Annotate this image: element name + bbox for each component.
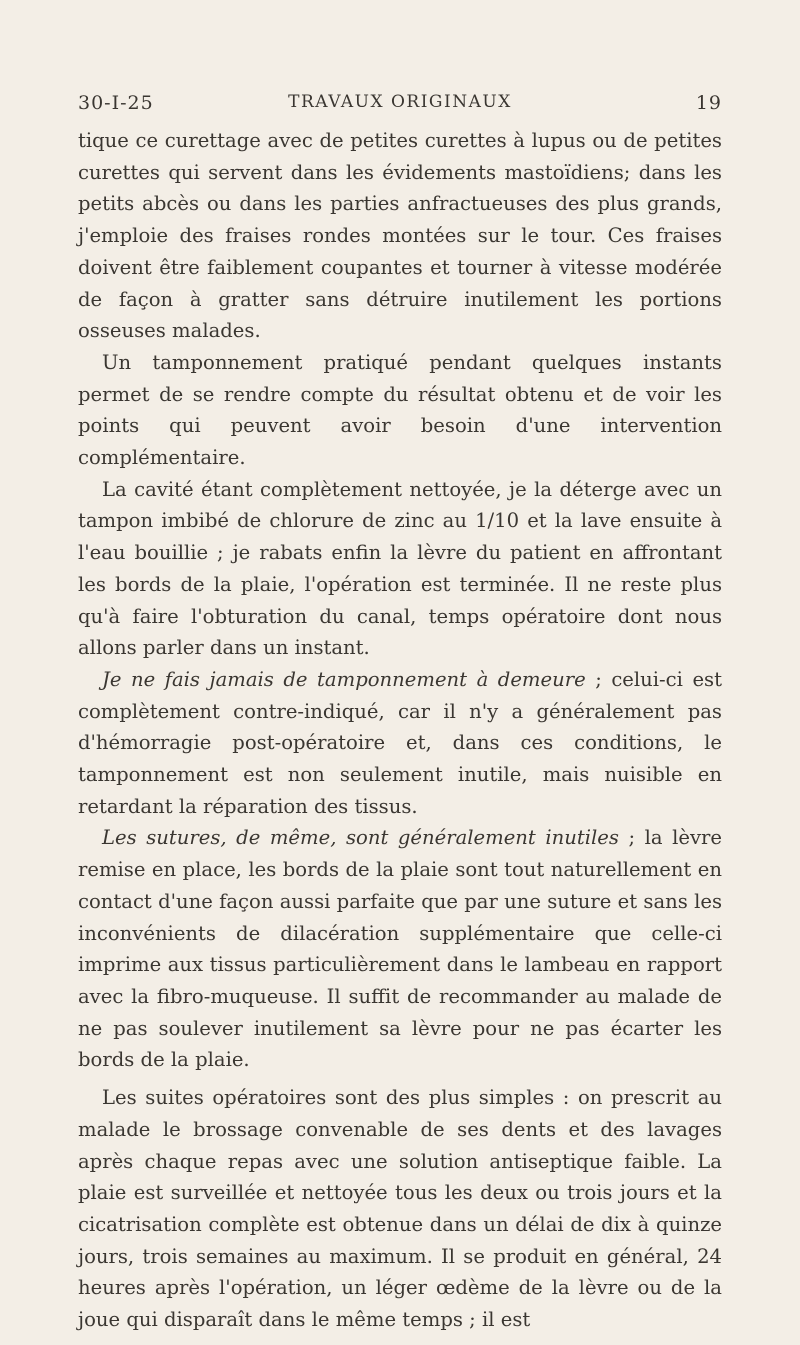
- paragraph-4-text: ; celui-ci est complètement contre-indiqué, car il n'y a généralement pas d'hémorragie post-opératoire et, dans ces conditions, le tamponnement est non seulement inutile, mais nuisible en retardant la réparation des tissus.: [78, 667, 722, 818]
- paragraph-5: [78, 822, 722, 1076]
- paragraph-1-text: tique ce curettage avec de petites curettes à lupus ou de petites curettes qui servent dans les évidements mastoïdiens; dans les petits abcès ou dans les parties anfractueuses des plus grands, j'emploie des fraises rondes montées sur le tour. Ces fraises doivent être faiblement coupantes et tourner à vitesse modérée de façon à gratter sans détruire inutilement les portions osseuses malades.: [78, 129, 722, 343]
- paragraph-6: [78, 1082, 722, 1336]
- paragraph-5-italic-lead: Les sutures, de même, sont généralement inutiles: [102, 826, 619, 850]
- paragraph-6-text: Les suites opératoires sont des plus simples : on prescrit au malade le brossage convenable de ses dents et des lavages après chaque repas avec une solution antiseptique faible. La plaie est surveillée et nettoyée tous les deux ou trois jours et la cicatrisation complète est obtenue dans un délai de dix à quinze jours, trois semaines au maximum. Il se produit en général, 24 heures après l'opération, un léger œdème de la lèvre ou de la joue qui disparaît dans le même temps ; il est: [78, 1086, 722, 1332]
- paragraph-3-text: La cavité étant complètement nettoyée, je la déterge avec un tampon imbibé de chlorure de zinc au 1/10 et la lave ensuite à l'eau bouillie ; je rabats enfin la lèvre du patient en affrontant les bords de la plaie, l'opération est terminée. Il ne reste plus qu'à faire l'obturation du canal, temps opératoire dont nous allons parler dans un instant.: [78, 477, 722, 660]
- header-section-title: TRAVAUX ORIGINAUX: [288, 92, 512, 112]
- paragraph-3: [78, 474, 722, 664]
- paragraph-2: [78, 347, 722, 474]
- paragraph-5-text: ; la lèvre remise en place, les bords de la plaie sont tout naturellement en contact d'une façon aussi parfaite que par une suture et sans les inconvénients de dilacération supplémentaire que celle-ci imprime aux tissus particulièrement dans le lambeau en rapport avec la fibro-muqueuse. Il suffit de recommander au malade de ne pas soulever inutilement sa lèvre pour ne pas écarter les bords de la plaie.: [78, 826, 722, 1072]
- paragraph-2-text: Un tamponnement pratiqué pendant quelques instants permet de se rendre compte du résultat obtenu et de voir les points qui peuvent avoir besoin d'une intervention complémentaire.: [78, 350, 722, 470]
- page-number: 19: [695, 92, 722, 114]
- header-date: 30-I-25: [78, 92, 154, 114]
- paragraph-4: [78, 664, 722, 823]
- paragraph-1: [78, 125, 722, 347]
- body-text: [78, 125, 722, 1336]
- paragraph-4-italic-lead: Je ne fais jamais de tamponnement à demeure: [102, 667, 586, 691]
- running-header: [78, 92, 722, 122]
